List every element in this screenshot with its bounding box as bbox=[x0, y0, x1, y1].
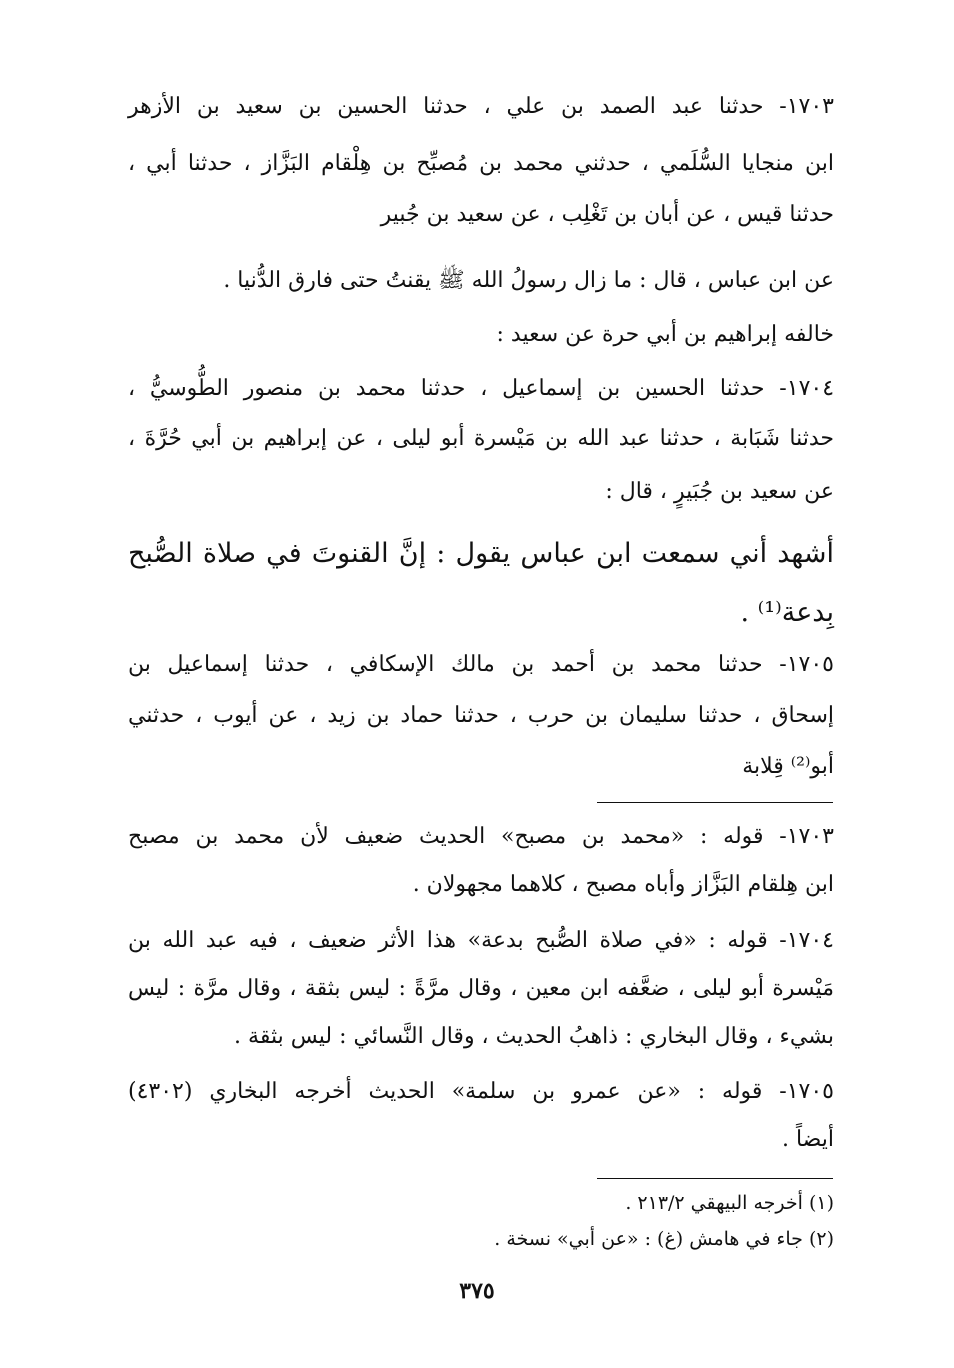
hadith-1704-line-3: عن سعيد بن جُبَيرٍ ، قال : bbox=[605, 479, 834, 504]
hadith-1705-line-3: أبو⁽²⁾ قِلابة bbox=[742, 754, 834, 779]
page-number: ٣٧٥ bbox=[459, 1278, 495, 1304]
hadith-1703-matn: عن ابن عباس ، قال : ما زال رسولُ الله ﷺ يقنتُ حتى فارق الدُّنيا . bbox=[223, 268, 834, 293]
footnote-2: (٢) جاء في هامش (غ) : «عن أبي» نسخة . bbox=[494, 1228, 834, 1250]
commentary-1705-line-1: ١٧٠٥- قوله : «عن عمرو بن سلمة» الحديث أخرجه البخاري (٤٣٠٢) bbox=[128, 1079, 834, 1104]
footnote-separator bbox=[597, 1178, 833, 1179]
narration-variant-note: خالفه إبراهيم بن أبي حرة عن سعيد : bbox=[496, 322, 834, 347]
hadith-1705-line-2: إسحاق ، حدثنا سليمان بن حرب ، حدثنا حماد بن زيد ، عن أيوب ، حدثني bbox=[128, 703, 834, 728]
hadith-1704-line-2: حدثنا شَبَابة ، حدثنا عبد الله بن مَيْسرة أبو ليلى ، عن إبراهيم بن أبي حُرَّةَ ، bbox=[128, 426, 834, 451]
hadith-1703-line-3: حدثنا قيس ، عن أبان بن تَغْلِب ، عن سعيد بن جُبير bbox=[380, 202, 834, 227]
hadith-1704-matn-line-2: بِدعة⁽¹⁾ . bbox=[740, 597, 834, 628]
hadith-1704-matn-line-1: أشهد أني سمعت ابن عباس يقول : إنَّ القنوتَ في صلاة الصُّبح bbox=[128, 538, 834, 569]
commentary-separator bbox=[597, 802, 833, 803]
commentary-1704-line-1: ١٧٠٤- قوله : «في صلاة الصُّبح بدعة» هذا الأثر ضعيف ، فيه عبد الله بن bbox=[128, 928, 834, 953]
hadith-1704-line-1: ١٧٠٤- حدثنا الحسين بن إسماعيل ، حدثنا محمد بن منصور الطُّوسيُّ ، bbox=[128, 376, 835, 401]
commentary-1703-line-1: ١٧٠٣- قوله : «محمد بن مصبح» الحديث ضعيف لأن محمد بن مصبح bbox=[128, 824, 834, 849]
commentary-1705-line-2: أيضاً . bbox=[781, 1127, 834, 1152]
hadith-1703-line-1: ١٧٠٣- حدثنا عبد الصمد بن علي ، حدثنا الحسين بن سعيد بن الأزهر bbox=[128, 94, 834, 119]
commentary-1704-line-2: مَيْسرة أبو ليلى ، ضعَّفه ابن معين ، وقال مرَّةً : ليس بثقة ، وقال مرَّة : ليس bbox=[128, 976, 834, 1001]
hadith-1703-line-2: ابن منجايا السُّلَمي ، حدثني محمد بن مُصبِّح بن هِلْقام البَزَّاز ، حدثنا أبي ، bbox=[128, 151, 834, 176]
commentary-1704-line-3: بشيء ، وقال البخاري : ذاهبُ الحديث ، وقال النَّسائي : ليس بثقة . bbox=[234, 1024, 834, 1049]
footnote-1: (١) أخرجه البيهقي ٢١٣/٢ . bbox=[625, 1192, 834, 1214]
hadith-1705-line-1: ١٧٠٥- حدثنا محمد بن أحمد بن مالك الإسكافي ، حدثنا إسماعيل بن bbox=[128, 652, 834, 677]
commentary-1703-line-2: ابن هِلقام البَزَّاز وأباه مصبح ، كلاهما مجهولان . bbox=[412, 872, 834, 897]
